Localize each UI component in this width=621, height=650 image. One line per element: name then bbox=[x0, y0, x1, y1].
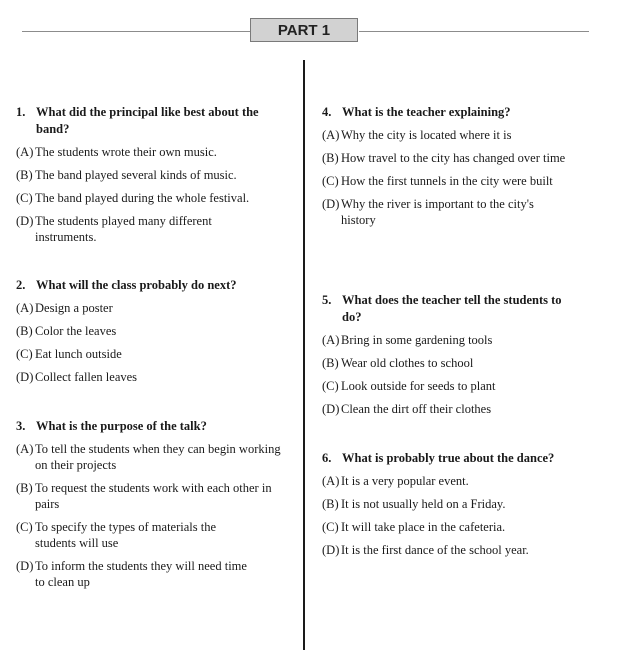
question-6-option-d[interactable]: (D) It is the first dance of the school year. bbox=[322, 543, 529, 557]
question-1-text: What did the principal like best about the band? bbox=[36, 105, 259, 136]
question-5-option-d[interactable]: (D) Clean the dirt off their clothes bbox=[322, 402, 492, 416]
question-6-option-c[interactable]: (C) It will take place in the cafeteria. bbox=[322, 520, 506, 534]
header-rule-left bbox=[22, 31, 250, 32]
question-2-text: What will the class probably do next? bbox=[36, 278, 237, 292]
question-6-number: 6. bbox=[322, 451, 332, 465]
question-3 bbox=[16, 418, 291, 597]
question-3-option-c[interactable]: (C) To specify the types of materials the students will use bbox=[16, 520, 217, 550]
question-6-text: What is probably true about the dance? bbox=[342, 451, 555, 465]
question-4-option-c[interactable]: (C) How the first tunnels in the city were built bbox=[322, 174, 553, 188]
question-5-number: 5. bbox=[322, 293, 332, 307]
question-5-option-c[interactable]: (C) Look outside for seeds to plant bbox=[322, 379, 496, 393]
question-1 bbox=[16, 104, 291, 252]
question-3-prompt bbox=[16, 418, 291, 435]
question-6-prompt bbox=[322, 450, 592, 467]
question-2-prompt bbox=[16, 277, 291, 294]
header-rule-right bbox=[359, 31, 589, 32]
question-3-option-a[interactable]: (A) To tell the students when they can begin working on their projects bbox=[16, 442, 281, 472]
question-4-option-a[interactable]: (A) Why the city is located where it is bbox=[322, 128, 512, 142]
column-divider bbox=[303, 60, 305, 650]
question-4-option-b[interactable]: (B) How travel to the city has changed over time bbox=[322, 151, 566, 165]
question-5-text: What does the teacher tell the students to do? bbox=[342, 293, 562, 324]
question-1-option-a[interactable]: (A) The students wrote their own music. bbox=[16, 145, 217, 159]
question-4-number: 4. bbox=[322, 105, 332, 119]
question-3-option-d[interactable]: (D) To inform the students they will need time to clean up bbox=[16, 559, 247, 589]
question-2-option-c[interactable]: (C) Eat lunch outside bbox=[16, 347, 122, 361]
question-5 bbox=[322, 292, 582, 424]
question-1-number: 1. bbox=[16, 105, 26, 119]
part-title: PART 1 bbox=[250, 18, 358, 42]
question-5-option-b[interactable]: (B) Wear old clothes to school bbox=[322, 356, 474, 370]
question-5-prompt bbox=[322, 292, 582, 326]
question-3-text: What is the purpose of the talk? bbox=[36, 419, 207, 433]
question-3-number: 3. bbox=[16, 419, 26, 433]
question-2-option-a[interactable]: (A) Design a poster bbox=[16, 301, 113, 315]
question-1-option-b[interactable]: (B) The band played several kinds of music. bbox=[16, 168, 237, 182]
question-6-option-a[interactable]: (A) It is a very popular event. bbox=[322, 474, 469, 488]
question-6 bbox=[322, 450, 592, 565]
question-4-option-d[interactable]: (D) Why the river is important to the city's history bbox=[322, 197, 534, 227]
question-3-option-b[interactable]: (B) To request the students work with each other in pairs bbox=[16, 481, 272, 511]
question-2-number: 2. bbox=[16, 278, 26, 292]
question-2 bbox=[16, 277, 291, 392]
question-1-option-d[interactable]: (D) The students played many different instruments. bbox=[16, 214, 212, 244]
question-2-option-d[interactable]: (D) Collect fallen leaves bbox=[16, 370, 138, 384]
question-4-text: What is the teacher explaining? bbox=[342, 105, 511, 119]
question-4-prompt bbox=[322, 104, 582, 121]
question-1-prompt bbox=[16, 104, 291, 138]
question-2-option-b[interactable]: (B) Color the leaves bbox=[16, 324, 117, 338]
question-4 bbox=[322, 104, 582, 235]
question-5-option-a[interactable]: (A) Bring in some gardening tools bbox=[322, 333, 493, 347]
question-6-option-b[interactable]: (B) It is not usually held on a Friday. bbox=[322, 497, 506, 511]
question-1-option-c[interactable]: (C) The band played during the whole festival. bbox=[16, 191, 250, 205]
